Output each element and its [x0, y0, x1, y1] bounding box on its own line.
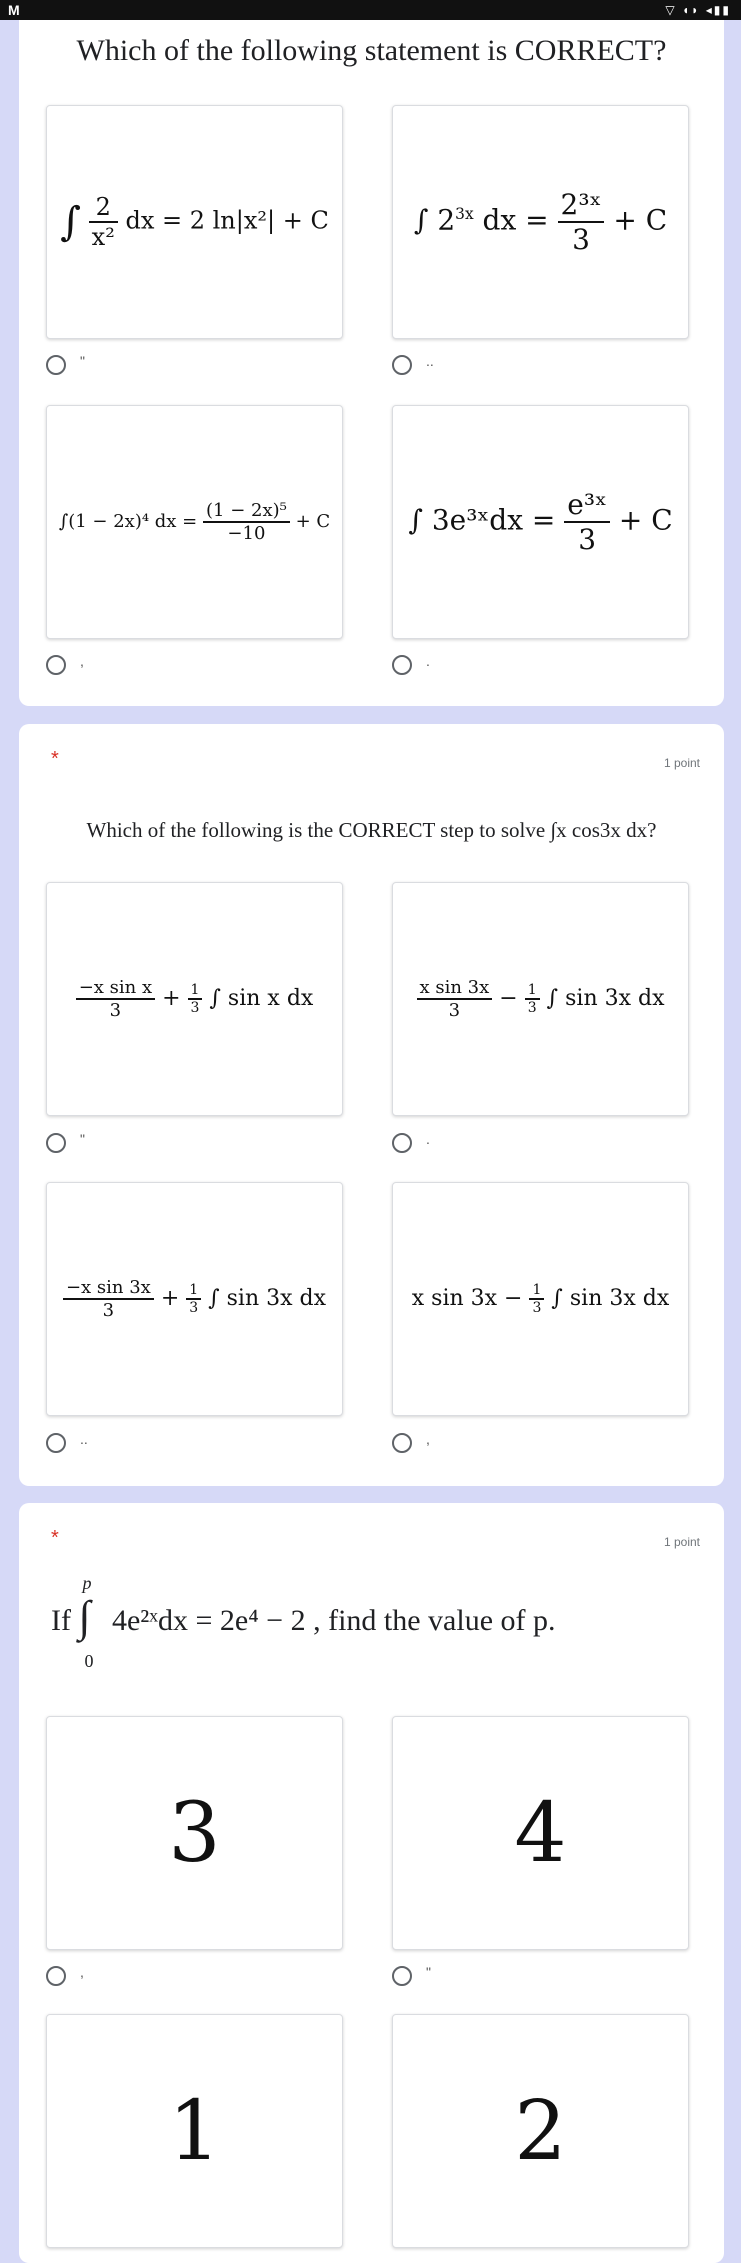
- coef-numerator: 1: [186, 1282, 201, 1300]
- question-title: [51, 1573, 724, 1671]
- math-tail: ∫ sin 3x dx: [208, 1286, 327, 1311]
- radio-button[interactable]: [46, 355, 66, 375]
- coef-numerator: 1: [188, 982, 203, 1000]
- operator: +: [162, 986, 181, 1011]
- fraction-numerator: 2³ˣ: [558, 188, 605, 223]
- math-rest: dx =: [482, 203, 549, 237]
- option-value: 1: [168, 2083, 221, 2179]
- radio-label: ": [426, 1964, 431, 1980]
- integral-symbol: ∫: [60, 199, 82, 245]
- coef-denominator: 3: [189, 1300, 199, 1316]
- radio-label: ..: [80, 1431, 88, 1447]
- operator: −: [499, 986, 518, 1011]
- fraction-numerator: −x sin 3x: [63, 1277, 154, 1300]
- radio-label: ..: [426, 353, 434, 369]
- radio-button[interactable]: [392, 355, 412, 375]
- radio-label: ,: [80, 1964, 84, 1980]
- math-tail: + C: [295, 511, 331, 532]
- option-value: 4: [514, 1785, 567, 1881]
- fraction-numerator: (1 − 2x)⁵: [203, 500, 290, 523]
- fraction-denominator: 3: [572, 223, 590, 256]
- coef-numerator: 1: [529, 1282, 544, 1300]
- option-tile[interactable]: [392, 1716, 689, 1950]
- question-card-3: [19, 1503, 724, 2263]
- fraction-denominator: 3: [578, 523, 597, 556]
- radio-button[interactable]: [392, 1133, 412, 1153]
- status-icons: ▽ ◖◗ ◂▮▮: [665, 3, 731, 17]
- option-tile[interactable]: [392, 2014, 689, 2248]
- math-rest: dx = 2 ln|x²| + C: [125, 206, 329, 235]
- question-title: Which of the following is the CORRECT step to solve ∫x cos3x dx?: [86, 818, 657, 842]
- fraction-numerator: −x sin x: [76, 977, 155, 1000]
- math-tail: + C: [618, 503, 673, 537]
- coef-numerator: 1: [525, 982, 540, 1000]
- radio-button[interactable]: [392, 1966, 412, 1986]
- option-tile[interactable]: [392, 1182, 689, 1416]
- coef-denominator: 3: [532, 1300, 542, 1316]
- option-tile[interactable]: [46, 105, 343, 339]
- operator: +: [160, 1286, 180, 1311]
- lower-limit: 0: [84, 1651, 94, 1671]
- radio-button[interactable]: [46, 1966, 66, 1986]
- radio-label: .: [426, 653, 430, 669]
- radio-button[interactable]: [392, 1433, 412, 1453]
- status-left: M: [8, 2, 20, 18]
- fraction-denominator: 3: [109, 1000, 122, 1021]
- required-marker: *: [51, 748, 59, 770]
- definite-integral: [78, 1573, 104, 1671]
- fraction-numerator: x sin 3x: [417, 977, 493, 1000]
- math-tail: ∫ sin x dx: [209, 986, 314, 1011]
- fraction-denominator: −10: [227, 523, 266, 544]
- option-tile[interactable]: [46, 882, 343, 1116]
- fraction-numerator: e³ˣ: [564, 488, 610, 523]
- radio-label: ": [80, 353, 85, 369]
- points-label: 1 point: [663, 756, 700, 770]
- option-tile[interactable]: [46, 1182, 343, 1416]
- math-lead: ∫ 2: [413, 203, 456, 237]
- radio-label: .: [426, 1131, 430, 1147]
- required-marker: *: [51, 1527, 59, 1549]
- option-value: 3: [168, 1785, 221, 1881]
- radio-button[interactable]: [46, 1433, 66, 1453]
- integral-symbol: ∫: [78, 1592, 91, 1641]
- question-title: Which of the following statement is CORRECT?: [76, 34, 667, 67]
- option-tile[interactable]: [392, 105, 689, 339]
- integrand: 4e²ˣdx = 2e⁴ − 2: [111, 1603, 306, 1637]
- math-tail: + C: [613, 203, 668, 237]
- fraction-denominator: 3: [102, 1300, 115, 1321]
- upper-limit: p: [82, 1573, 92, 1593]
- radio-button[interactable]: [392, 655, 412, 675]
- exponent: 3x: [455, 205, 474, 224]
- option-tile[interactable]: [46, 1716, 343, 1950]
- radio-button[interactable]: [46, 1133, 66, 1153]
- title-prefix: If: [51, 1603, 71, 1637]
- option-tile[interactable]: [392, 882, 689, 1116]
- math-lead: x sin 3x −: [411, 1286, 523, 1311]
- question-card-1: [19, 20, 724, 706]
- math-lead: ∫ 3e³ˣdx =: [408, 503, 556, 537]
- radio-label: ,: [80, 653, 84, 669]
- title-suffix: , find the value of p.: [313, 1603, 556, 1637]
- coef-denominator: 3: [190, 1000, 200, 1016]
- radio-label: ,: [426, 1431, 430, 1447]
- fraction-numerator: 2: [89, 193, 118, 223]
- radio-button[interactable]: [46, 655, 66, 675]
- coef-denominator: 3: [527, 1000, 537, 1016]
- option-tile[interactable]: [46, 405, 343, 639]
- option-tile[interactable]: [46, 2014, 343, 2248]
- math-tail: ∫ sin 3x dx: [551, 1286, 670, 1311]
- option-value: 2: [514, 2083, 567, 2179]
- fraction-denominator: 3: [448, 1000, 461, 1021]
- status-bar: [0, 0, 741, 20]
- math-lead: ∫(1 − 2x)⁴ dx =: [58, 511, 198, 532]
- radio-label: ": [80, 1131, 85, 1147]
- math-tail: ∫ sin 3x dx: [546, 986, 665, 1011]
- fraction-denominator: x²: [91, 223, 115, 251]
- points-label: 1 point: [663, 1535, 700, 1549]
- option-tile[interactable]: [392, 405, 689, 639]
- question-card-2: [19, 724, 724, 1486]
